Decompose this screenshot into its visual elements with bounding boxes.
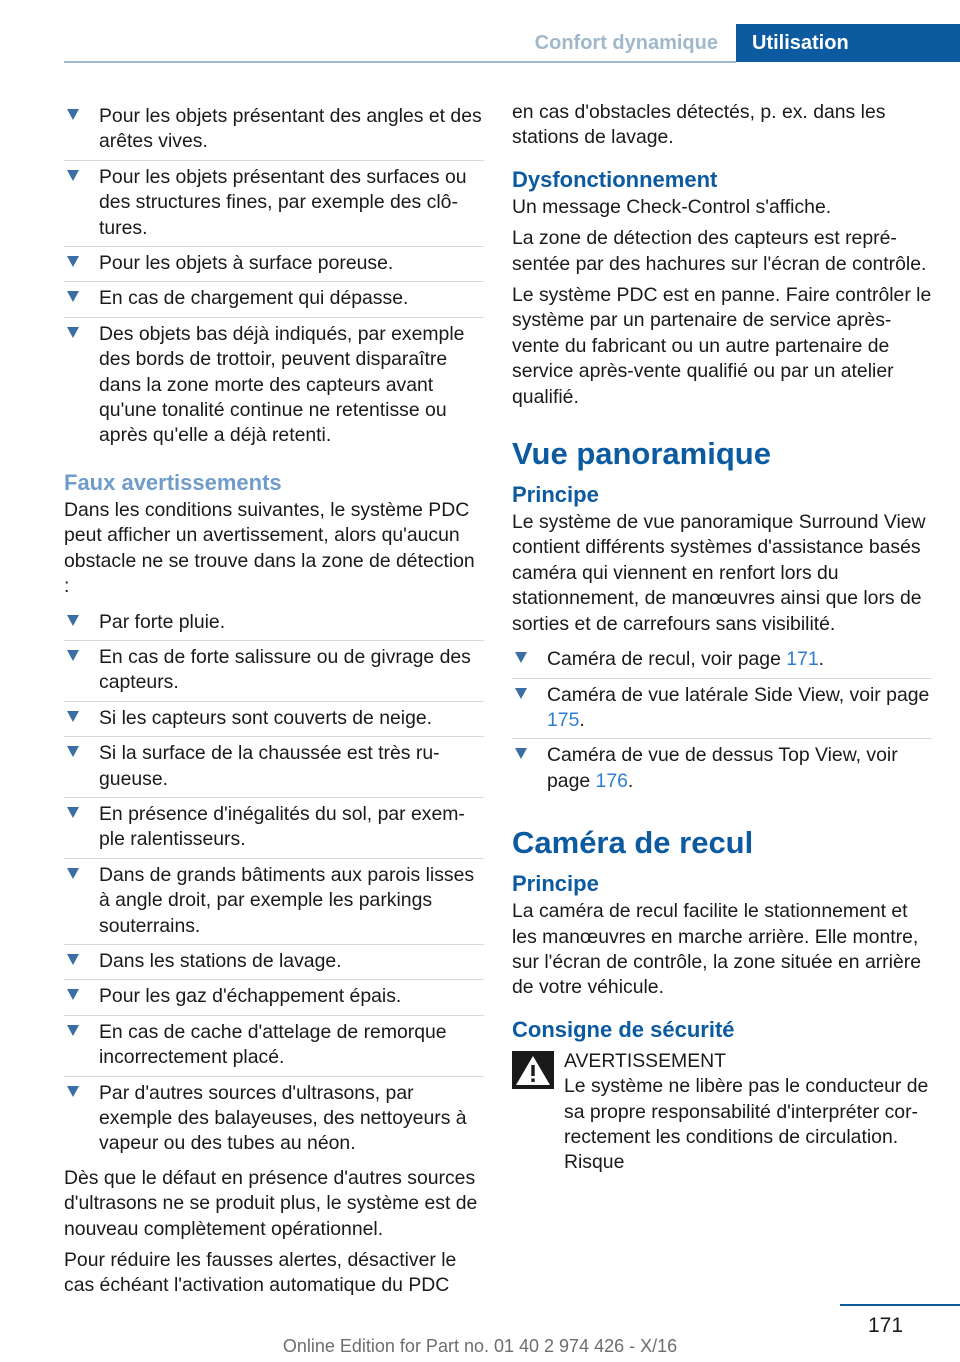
list-item: Pour les gaz d'échappement épais.	[64, 980, 484, 1015]
list-item: Des objets bas déjà indiqués, par exemple des bords de trottoir, peuvent disparaître dans la zone morte des capteurs avant qu'une tonalité continue ne retentisse ou après qu'elle a déjà retenti.	[64, 318, 484, 454]
warning-title: AVERTISSEMENT	[564, 1049, 726, 1072]
heading-vue-panoramique: Vue panoramique	[512, 436, 771, 472]
list-item: Pour les objets présentant des surfaces ou des structures fines, par exemple des clôtures.	[64, 161, 484, 247]
left-column	[64, 100, 484, 1305]
bullet-triangle-icon	[67, 109, 79, 120]
footer-edition: Online Edition for Part no. 01 40 2 974 426 - X/16	[282, 1336, 678, 1356]
dys-para-2: La zone de détection des capteurs est représentée par des hachures sur l'écran de contrôle.	[512, 227, 927, 275]
bullet-triangle-icon	[67, 615, 79, 626]
heading-consigne-securite: Consigne de sécurité	[512, 1016, 735, 1042]
bullet-triangle-icon	[67, 291, 79, 302]
list-item: Si la surface de la chaussée est très rugueuse.	[64, 737, 484, 798]
faux-intro: Dans les conditions suivantes, le système PDC peut afficher un avertissement, alors qu'aucun obstacle ne se trouve dans la zone de détection :	[64, 498, 475, 598]
bullet-list-objects	[64, 100, 484, 454]
para-ultrasons: Dès que le défaut en présence d'autres sources d'ultrasons ne se produit plus, le système est de nouveau complètement opérationnel.	[64, 1166, 478, 1240]
bullet-triangle-icon	[67, 954, 79, 965]
right-column	[512, 100, 932, 1176]
bullet-triangle-icon	[67, 1025, 79, 1036]
bullet-triangle-icon	[67, 711, 79, 722]
list-item: En cas de cache d'attelage de remorque incorrectement placé.	[64, 1016, 484, 1077]
list-item: Si les capteurs sont couverts de neige.	[64, 702, 484, 737]
bullet-triangle-icon	[515, 748, 527, 759]
bullet-triangle-icon	[67, 327, 79, 338]
header-rule	[64, 61, 736, 63]
bullet-triangle-icon	[67, 1086, 79, 1097]
bullet-triangle-icon	[67, 650, 79, 661]
heading-principe-camera: Principe	[512, 871, 599, 897]
bullet-triangle-icon	[67, 256, 79, 267]
section-label: Confort dynamique	[534, 32, 718, 54]
list-item: Dans les stations de lavage.	[64, 945, 484, 980]
continued-text: en cas d'obstacles détectés, p. ex. dans les stations de lavage.	[512, 101, 886, 149]
list-item: Caméra de vue latérale Side View, voir page 175.	[512, 679, 932, 740]
heading-camera-de-recul: Caméra de recul	[512, 825, 754, 861]
dys-para-1: Un message Check-Control s'affiche.	[512, 195, 832, 218]
dys-para-3: Le système PDC est en panne. Faire contrôler le système par un partenaire de service après-vente du fabricant ou un autre partenaire de service après-vente qualifié ou par un atelier qualifié.	[512, 284, 932, 408]
bullet-triangle-icon	[67, 746, 79, 757]
warning-block	[512, 1045, 932, 1176]
bullet-triangle-icon	[67, 989, 79, 1000]
list-item: Caméra de vue de dessus Top View, voir page 176.	[512, 739, 932, 799]
page-link[interactable]: 176	[595, 769, 628, 792]
heading-faux-avertissements: Faux avertissements	[64, 469, 282, 495]
warning-text: Le système ne libère pas le conducteur de sa propre responsabilité d'interpréter correctement les conditions de circulation. Risque	[564, 1075, 929, 1174]
bullet-triangle-icon	[67, 868, 79, 879]
bullet-triangle-icon	[67, 807, 79, 818]
vue-principe-text: Le système de vue panoramique Surround View contient différents systèmes d'assistance basés caméra qui viennent en renfort lors du stationnement, de manœuvres ainsi que lors de sorties et de carrefours sans visibilité.	[512, 511, 926, 635]
page-link[interactable]: 175	[547, 708, 580, 731]
list-item: Par forte pluie.	[64, 606, 484, 641]
list-item: Pour les objets présentant des angles et des arêtes vives.	[64, 100, 484, 161]
list-item: Caméra de recul, voir page 171.	[512, 643, 932, 678]
page-number: 171	[868, 1314, 904, 1337]
list-item: Pour les objets à surface poreuse.	[64, 247, 484, 282]
bullet-triangle-icon	[515, 688, 527, 699]
header-tabs	[535, 24, 960, 62]
bullet-list-faux	[64, 606, 484, 1162]
page-number-rule	[840, 1304, 960, 1306]
list-item: En présence d'inégalités du sol, par exemple ralentisseurs.	[64, 798, 484, 859]
list-item: En cas de forte salissure ou de givrage des capteurs.	[64, 641, 484, 702]
page-link[interactable]: 171	[786, 648, 819, 671]
list-item: Par d'autres sources d'ultrasons, par exemple des balayeuses, des nettoyeurs à vapeur ou des tubes au néon.	[64, 1077, 484, 1162]
camera-principe-text: La caméra de recul facilite le stationnement et les manœuvres en marche arrière. Elle montre, sur l'écran de contrôle, la zone située en arrière de votre véhicule.	[512, 900, 921, 999]
chapter-label: Utilisation	[736, 24, 960, 62]
para-reduce-alerts: Pour réduire les fausses alertes, désactiver le cas échéant l'activation automatique du PDC	[64, 1249, 457, 1297]
bullet-list-vue	[512, 643, 932, 799]
warning-triangle-icon	[512, 1051, 554, 1089]
list-item: En cas de chargement qui dépasse.	[64, 282, 484, 317]
bullet-triangle-icon	[515, 652, 527, 663]
heading-dysfonctionnement: Dysfonctionnement	[512, 166, 718, 192]
list-item: Dans de grands bâtiments aux parois lisses à angle droit, par exemple les parkings souterrains.	[64, 859, 484, 945]
heading-principe-vue: Principe	[512, 482, 599, 508]
bullet-triangle-icon	[67, 170, 79, 181]
